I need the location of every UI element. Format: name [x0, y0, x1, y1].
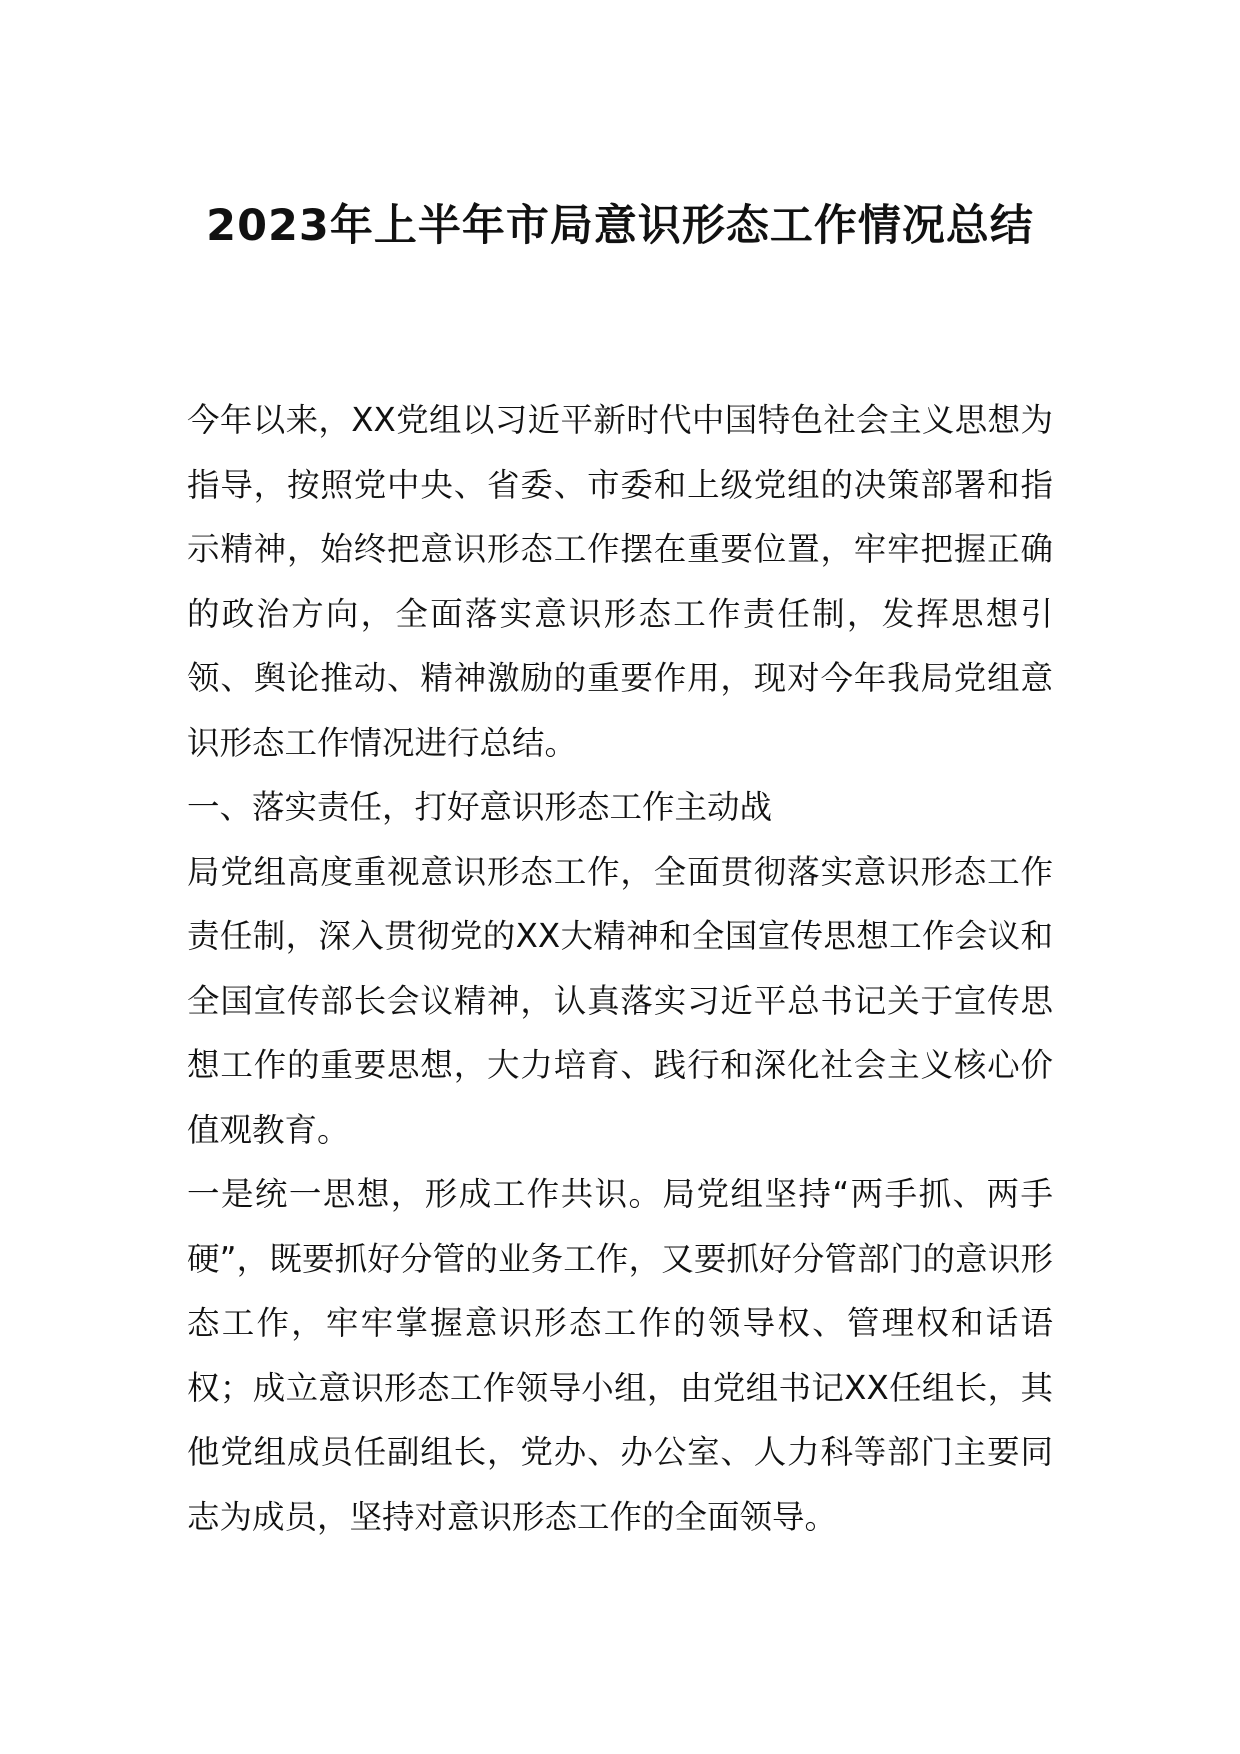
- document-title: 2023年上半年市局意识形态工作情况总结: [206, 201, 1034, 251]
- section-heading: 一、落实责任，打好意识形态工作主动战: [187, 788, 773, 826]
- point-paragraph: 一是统一思想，形成工作共识。局党组坚持“两手抓、两手硬”，既要抓好分管的业务工作，又要抓好分管部门的意识形态工作，牢牢掌握意识形态工作的领导权、管理权和话语权；成立意识形态工作领导小组，由党组书记XX任组长，其他党组成员任副组长，党办、办公室、人力科等部门主要同志为成员，坚持对意识形态工作的全面领导。: [187, 1175, 1053, 1536]
- intro-paragraph: 今年以来，XX党组以习近平新时代中国特色社会主义思想为指导，按照党中央、省委、市委和上级党组的决策部署和指示精神，始终把意识形态工作摆在重要位置，牢牢把握正确的政治方向，全面落实意识形态工作责任制，发挥思想引领、舆论推动、精神激励的重要作用，现对今年我局党组意识形态工作情况进行总结。: [187, 401, 1053, 762]
- document-body: [187, 388, 1053, 1549]
- section-paragraph: 局党组高度重视意识形态工作，全面贯彻落实意识形态工作责任制，深入贯彻党的XX大精神和全国宣传思想工作会议和全国宣传部长会议精神，认真落实习近平总书记关于宣传思想工作的重要思想，大力培育、践行和深化社会主义核心价值观教育。: [187, 852, 1053, 1149]
